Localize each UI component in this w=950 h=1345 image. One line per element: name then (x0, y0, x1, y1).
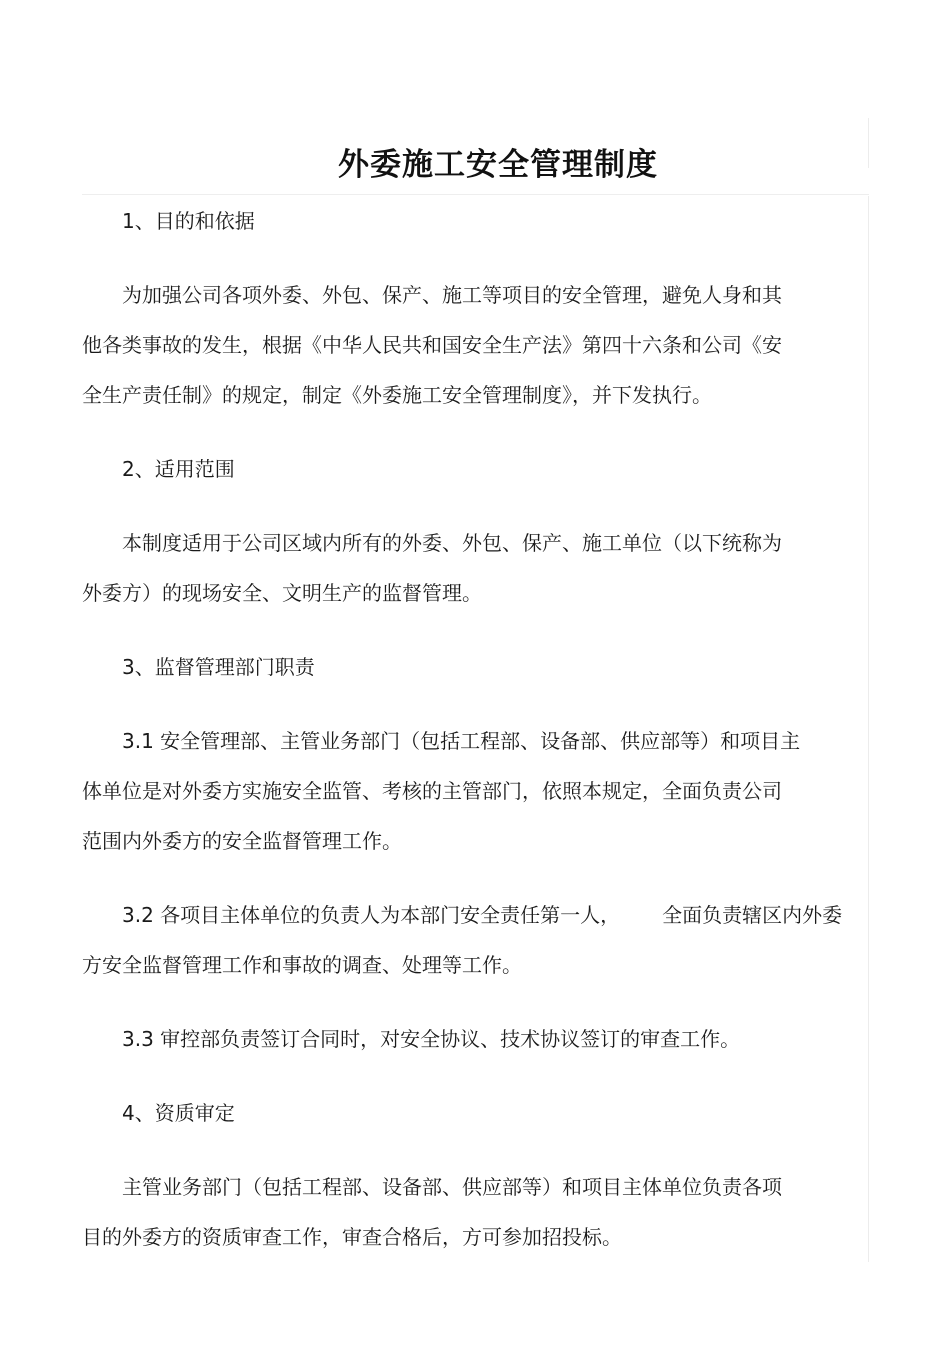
section-heading-2: 2、适用范围 (122, 457, 235, 481)
text-line: 全生产责任制》的规定，制定《外委施工安全管理制度》，并下发执行。 (82, 383, 712, 407)
page-edge-right (868, 196, 869, 1262)
text-fragment: 全面负责辖区内外委 (662, 903, 843, 927)
section-heading-4: 4、资质审定 (122, 1101, 235, 1125)
title-divider (82, 194, 869, 195)
text-line: 范围内外委方的安全监督管理工作。 (82, 829, 402, 853)
text-line: 主管业务部门（包括工程部、设备部、供应部等）和项目主体单位负责各项 (122, 1175, 782, 1199)
text-line: 方安全监督管理工作和事故的调查、处理等工作。 (82, 953, 522, 977)
text-line: 体单位是对外委方实施安全监管、考核的主管部门，依照本规定，全面负责公司 (82, 779, 782, 803)
section-heading-3: 3、监督管理部门职责 (122, 655, 315, 679)
section-4-paragraph (82, 1162, 862, 1262)
text-line: 他各类事故的发生，根据《中华人民共和国安全生产法》第四十六条和公司《安 (82, 333, 782, 357)
text-line: 3.1 安全管理部、主管业务部门（包括工程部、设备部、供应部等）和项目主 (122, 729, 801, 753)
document-title: 外委施工安全管理制度 (338, 146, 658, 183)
text-line: 3.3 审控部负责签订合同时，对安全协议、技术协议签订的审查工作。 (122, 1027, 741, 1051)
section-2-paragraph (82, 518, 862, 618)
clause-3-3 (82, 1014, 862, 1064)
section-heading-1: 1、目的和依据 (122, 209, 255, 233)
text-fragment: 3.2 各项目主体单位的负责人为本部门安全责任第一人， (122, 903, 621, 927)
document-body (82, 196, 862, 1262)
text-line: 为加强公司各项外委、外包、保产、施工等项目的安全管理，避免人身和其 (122, 283, 782, 307)
text-line: 外委方）的现场安全、文明生产的监督管理。 (82, 581, 482, 605)
text-line (82, 890, 862, 940)
text-line: 本制度适用于公司区域内所有的外委、外包、保产、施工单位（以下统称为 (122, 531, 782, 555)
clause-3-1 (82, 716, 862, 866)
text-line: 目的外委方的资质审查工作，审查合格后，方可参加招投标。 (82, 1225, 622, 1249)
clause-3-2 (82, 890, 862, 990)
section-1-paragraph (82, 270, 862, 420)
